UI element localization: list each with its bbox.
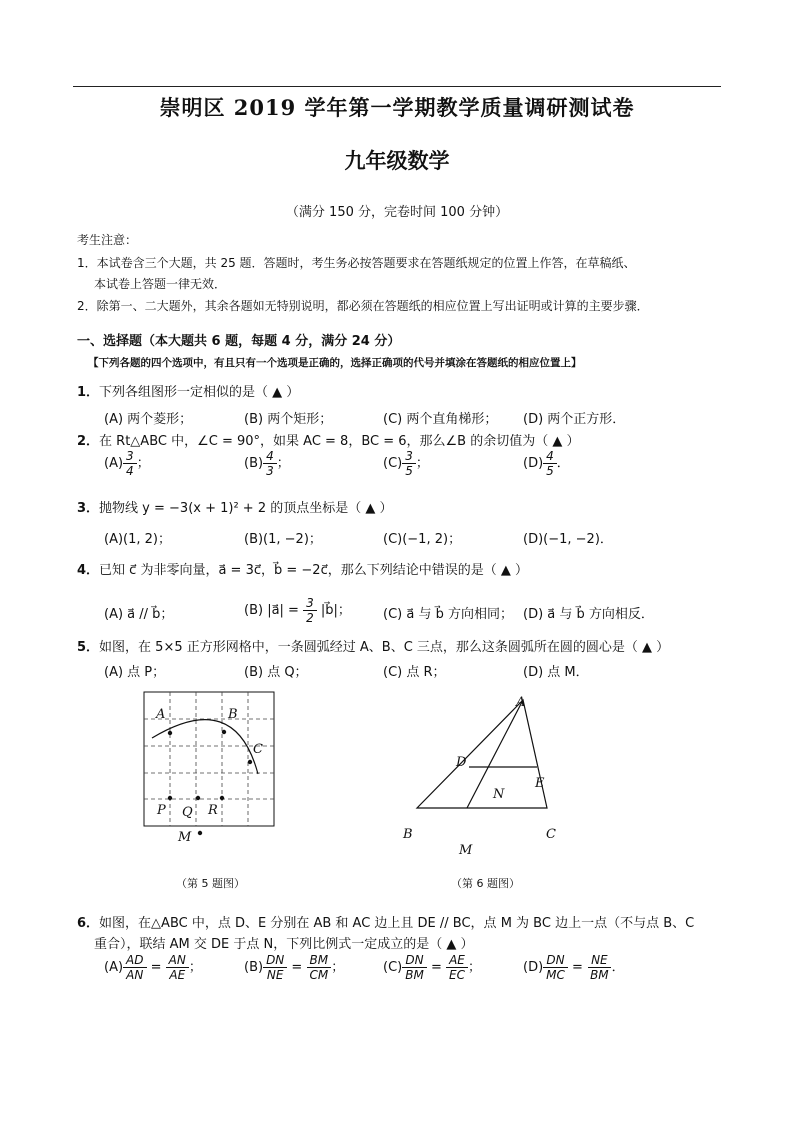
- option-label: (C): [383, 960, 403, 975]
- point-b-dot: [222, 730, 226, 734]
- option-label: (B): [244, 456, 264, 471]
- denominator: CM: [309, 968, 329, 982]
- numerator: DN: [402, 953, 426, 968]
- fraction: [263, 953, 287, 982]
- q1-option-c: (C) 两个直角梯形；: [383, 412, 498, 427]
- figure-6-caption: （第 6 题图）: [451, 877, 520, 890]
- denominator: 3: [266, 464, 274, 478]
- q4-option-c: (C) a⃗ 与 b⃗ 方向相同；: [383, 607, 513, 622]
- fraction: [446, 953, 468, 982]
- circle-arc: [152, 720, 258, 774]
- point-m-dot: [198, 831, 202, 835]
- exam-info: （满分 150 分，完卷时间 100 分钟）: [285, 205, 509, 220]
- option-text: |b⃗|；: [320, 603, 351, 618]
- q6-option-a: (A) $\frac{AD}{AN}$ = $\frac{AN}{AE}$ ；: [104, 953, 202, 982]
- numerator: 3: [402, 449, 416, 464]
- fraction: [587, 953, 612, 982]
- point-a-dot: [168, 731, 172, 735]
- label-e: E: [535, 776, 545, 791]
- question-stem: 在 Rt△ABC 中，∠C = 90°，如果 AC = 8，BC = 6，那么∠B 的余切值为（ ▲ ）: [99, 434, 580, 449]
- notice-line-1: 1．本试卷含三个大题，共 25 题．答题时，考生务必按答题要求在答题纸规定的位置上作答，在草稿纸、: [77, 256, 636, 270]
- numerator: 4: [543, 449, 557, 464]
- notice-heading: 考生注意：: [77, 233, 138, 247]
- q5-option-b: (B) 点 Q；: [244, 665, 308, 680]
- denominator: AN: [126, 968, 144, 982]
- option-tail: ；: [467, 960, 481, 975]
- denominator: AE: [169, 968, 186, 982]
- q3-option-a: (A)(1, 2)；: [104, 532, 171, 547]
- numerator: AE: [446, 953, 468, 968]
- option-tail: ；: [136, 456, 150, 471]
- numerator: 3: [303, 596, 317, 611]
- q2-option-a: [104, 449, 150, 478]
- option-tail: ；: [188, 960, 202, 975]
- denominator: 5: [405, 464, 413, 478]
- denominator: EC: [449, 968, 465, 982]
- label-c: C: [546, 827, 556, 842]
- denominator: BM: [590, 968, 609, 982]
- fraction: [303, 596, 317, 625]
- q2-option-c: [383, 449, 429, 478]
- option-label: (C): [383, 456, 403, 471]
- question-5: [77, 636, 669, 655]
- triangle-abc: [417, 700, 547, 808]
- option-tail: ；: [415, 456, 429, 471]
- q5-option-d: (D) 点 M．: [523, 665, 589, 680]
- figure-5-grid: [140, 688, 290, 848]
- option-tail: ．: [611, 960, 625, 975]
- denominator: 2: [306, 611, 314, 625]
- fraction: [263, 449, 277, 478]
- point-c-dot: [248, 760, 252, 764]
- numerator: AD: [123, 953, 146, 968]
- q3-option-d: (D)(−1, −2)．: [523, 532, 613, 547]
- question-1: [77, 381, 299, 400]
- q2-option-d: [523, 449, 570, 478]
- q6-option-c: (C) $\frac{DN}{BM}$ = $\frac{AE}{EC}$ ；: [383, 953, 481, 982]
- notice-line-1b: 本试卷上答题一律无效．: [94, 277, 227, 291]
- point-p-dot: [168, 796, 172, 800]
- option-label: (D): [523, 960, 544, 975]
- label-m: M: [178, 830, 192, 845]
- section-tip: 【下列各题的四个选项中，有且只有一个选项是正确的，选择正确项的代号并填涂在答题纸的相应位置上】: [88, 357, 582, 369]
- question-6-line-2: 重合），联结 AM 交 DE 于点 N，下列比例式一定成立的是（ ▲ ）: [94, 937, 474, 952]
- q4-option-d: (D) a⃗ 与 b⃗ 方向相反．: [523, 607, 654, 622]
- question-number: 1．: [77, 385, 100, 400]
- option-tail: ．: [556, 456, 570, 471]
- page-title: 崇明区 2019 学年第一学期教学质量调研测试卷: [159, 95, 635, 120]
- q3-option-b: (B)(1, −2)；: [244, 532, 322, 547]
- denominator: 4: [126, 464, 134, 478]
- question-number: 2．: [77, 434, 100, 449]
- question-stem: 下列各组图形一定相似的是（ ▲ ）: [99, 385, 300, 400]
- section-heading: 一、选择题（本大题共 6 题，每题 4 分，满分 24 分）: [77, 334, 401, 349]
- option-tail: ；: [331, 960, 345, 975]
- option-label: (B): [244, 960, 264, 975]
- denominator: NE: [266, 968, 284, 982]
- fraction: [543, 449, 557, 478]
- question-number: 6．: [77, 916, 100, 931]
- question-number: 3．: [77, 501, 100, 516]
- label-n: N: [493, 787, 505, 802]
- option-label: (A): [104, 960, 124, 975]
- numerator: 3: [123, 449, 137, 464]
- question-number: 5．: [77, 640, 100, 655]
- figure-5-caption: （第 5 题图）: [176, 877, 245, 890]
- q4-option-b: [244, 596, 351, 625]
- q4-option-a: (A) a⃗ // b⃗；: [104, 607, 174, 622]
- option-label: (A): [104, 456, 124, 471]
- q1-option-a: (A) 两个菱形；: [104, 412, 193, 427]
- point-q-dot: [196, 796, 200, 800]
- fraction: [543, 953, 568, 982]
- q5-option-c: (C) 点 R；: [383, 665, 446, 680]
- numerator: DN: [263, 953, 287, 968]
- page-subtitle: 九年级数学: [344, 148, 450, 173]
- denominator: BM: [405, 968, 424, 982]
- q3-option-c: (C)(−1, 2)；: [383, 532, 462, 547]
- fraction: [123, 953, 146, 982]
- fraction: [123, 449, 137, 478]
- notice-line-2: 2．除第一、二大题外，其余各题如无特别说明，都必须在答题纸的相应位置上写出证明或计算的主要步骤．: [77, 299, 649, 313]
- option-tail: ；: [276, 456, 290, 471]
- numerator: AN: [166, 953, 189, 968]
- label-d: D: [456, 755, 467, 770]
- numerator: DN: [543, 953, 567, 968]
- label-a: A: [156, 707, 166, 722]
- fraction: [166, 953, 189, 982]
- label-p: P: [157, 803, 166, 818]
- fraction: [402, 449, 416, 478]
- option-text: (B) |a⃗| =: [244, 603, 299, 618]
- question-stem: 如图，在 5×5 正方形网格中，一条圆弧经过 A、B、C 三点，那么这条圆弧所在圆的圆心是（ ▲ ）: [99, 640, 670, 655]
- q6-option-d: (D) $\frac{DN}{MC}$ = $\frac{NE}{BM}$ ．: [523, 953, 625, 982]
- q1-option-d: (D) 两个正方形．: [523, 412, 626, 427]
- question-stem: 抛物线 y = −3(x + 1)² + 2 的顶点坐标是（ ▲ ）: [99, 501, 393, 516]
- fraction: [306, 953, 331, 982]
- question-stem: 如图，在△ABC 中，点 D、E 分别在 AB 和 AC 边上且 DE // BC，点 M 为 BC 边上一点（不与点 B、C: [99, 916, 695, 931]
- question-number: 4．: [77, 563, 100, 578]
- numerator: NE: [588, 953, 611, 968]
- denominator: 5: [546, 464, 554, 478]
- figure-6-triangle: [395, 690, 575, 860]
- q5-option-a: (A) 点 P；: [104, 665, 166, 680]
- numerator: BM: [307, 953, 332, 968]
- top-rule: [73, 86, 721, 87]
- question-4: [77, 559, 528, 578]
- label-q: Q: [182, 805, 193, 820]
- label-m: M: [459, 843, 473, 858]
- question-stem: 已知 c⃗ 为非零向量，a⃗ = 3c⃗，b⃗ = −2c⃗，那么下列结论中错误的是（ ▲ ）: [99, 563, 528, 578]
- question-2: [77, 430, 580, 449]
- label-b: B: [403, 827, 413, 842]
- label-a: A: [516, 695, 526, 710]
- q1-option-b: (B) 两个矩形；: [244, 412, 333, 427]
- label-c: C: [253, 742, 263, 757]
- denominator: MC: [546, 968, 565, 982]
- numerator: 4: [263, 449, 277, 464]
- q2-option-b: [244, 449, 290, 478]
- point-r-dot: [220, 796, 224, 800]
- fraction: [402, 953, 427, 982]
- q6-option-b: (B) $\frac{DN}{NE}$ = $\frac{BM}{CM}$ ；: [244, 953, 345, 982]
- label-b: B: [228, 707, 238, 722]
- question-3: [77, 497, 393, 516]
- option-label: (D): [523, 456, 544, 471]
- label-r: R: [208, 803, 218, 818]
- question-6: [77, 912, 694, 931]
